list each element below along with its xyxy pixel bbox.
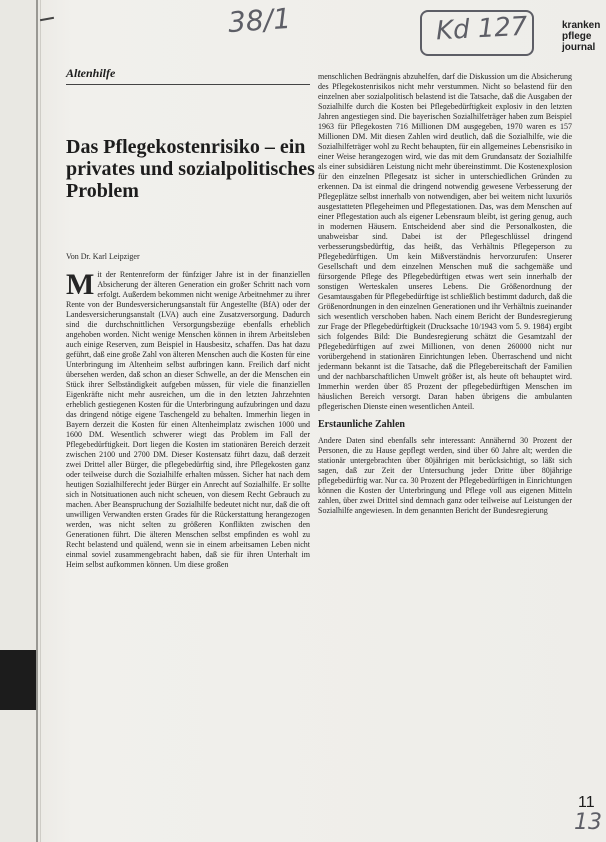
article-title: Das Pflegekostenrisiko – ein privates und sozialpolitisches Problem	[66, 136, 315, 202]
section-rubric: Altenhilfe	[66, 66, 116, 80]
page-number: 11	[578, 794, 595, 811]
drop-cap: M	[66, 268, 95, 301]
previous-page-gutter	[0, 0, 41, 842]
article-paragraph-left	[66, 270, 310, 570]
rubric-divider	[66, 84, 310, 85]
handwritten-note-top: 38/1	[226, 1, 292, 40]
handwritten-note-box: Kd 127	[435, 11, 529, 47]
journal-logo	[562, 20, 606, 53]
binding-shadow-line	[36, 0, 38, 842]
handwritten-note-bottom: 13	[574, 810, 602, 835]
right-column-text-1: menschlichen Bedrängnis abzuhelfen, darf die Diskussion um die Absicherung des Pflegekostenrisikos nicht mehr verstummen. Nicht so belastend für den einzelnen aber sozialpolitisch belastend ist die Tatsache, daß die Ausgaben der Sozialhilfe durch die Kosten bei Pflegebedürftigkeit explosiv in den letzten Jahren angestiegen sind. Die bayerischen Sozialhilfeträger haben zum Beispiel 1963 für Pflegekosten 716 Millionen DM ausgegeben, 1970 waren es 157 Millionen DM. Mit diesen Zahlen wird deutlich, daß die Sozialhilfe, wie die Sozialhilfeträger wohl zu Recht behaupten, für ein allgemeines Lebensrisiko in einer Weise herangezogen wird, wie das mit dem Grundansatz der Sozialhilfe als einer subsidiären Leistung nicht mehr übereinstimmt. Die Kostenexplosion für den einzelnen Pflegesatz ist sicher in unterschiedlichen Gründen zu erkennen. Da ist einmal die dringend notwendig gewesene Verbesserung der Pflegeplätze selbst innerhalb von notwendigen, aber bei weitem nicht luxuriös ausgestatteten Pflegeheimen und Pflegestationen. Das, was dem Menschen auf einer Pflegestation auch als eigener Lebensraum bleibt, ist gering genug, auch in modernen Häusern. Entscheidend aber sind die Personalkosten, die unabweisbar sind. Dabei ist der Pflegeschlüssel dringend verbesserungsbedürftig, das heißt, das Verhältnis Pflegeperson zu Pflegebedürftigen. Um kein Mißverständnis hervorzurufen: Unserer Gesellschaft und dem einzelnen Menschen muß die sachgemäße und fürsorgende Pflege des Pflegebedürftigen etwas wert sein innerhalb der sonstigen Werteskalen unseres Lebens. Die Größenordnung der Gesamtausgaben für Pflegebedürftige ist schließlich bestimmt dadurch, daß die Größenordnungen in den einzelnen Generationen und ihr Verhältnis zueinander sich wesentlich verschoben haben. Nach einem Bericht der Bundesregierung zur Frage der Pflegebedürftigkeit (Drucksache 10/1943 vom 5. 9. 1984) ergibt sich folgendes Bild: Die Bundesregierung schätzt die Gesamtzahl der Pflegebedürftigen auf zwei Millionen, von denen 260000 nicht nur vorübergehend in stationären Einrichtungen leben. Überraschend und nicht jedermann bekannt ist die Tatsache, daß die Pflegebereitschaft der Familien und der nachbarschaftlichen Umwelt größer ist, als heute oft behauptet wird. Immerhin werden über 85 Prozent der pflegebedürftigen Menschen im häuslichen Bereich versorgt. Daran haben übrigens die ambulanten pflegerischen Dienste einen wesentlichen Anteil.	[318, 72, 572, 411]
logo-line-1: kranken	[562, 20, 601, 31]
corner-mark	[40, 17, 54, 21]
right-column-text-2: Andere Daten sind ebenfalls sehr interessant: Annähernd 30 Prozent der Personen, die zu Hause gepflegt werden, sind über 60 Jahre alt; werden die stationär untergebrachten über 80jährigen mit berücksichtigt, so läßt sich sagen, daß zur Zeit der Untersuchung jeder Dritte über 80jährige pflegebedürftig war. Nur ca. 30 Prozent der Pflegebedürftigen in Einrichtungen können die Kosten der Unterbringung und Pflege voll aus eigenen Mitteln zahlen, über zwei Drittel sind demnach ganz oder teilweise auf Leistungen der Sozialhilfe angewiesen. In dem genannten Bericht der Bundesregierung	[318, 436, 572, 515]
logo-line-2: pflege	[562, 31, 592, 42]
article-left-column	[66, 270, 310, 570]
article-subheading: Erstaunliche Zahlen	[318, 419, 405, 430]
logo-line-3: journal	[562, 42, 596, 53]
article-author: Von Dr. Karl Leipziger	[66, 252, 140, 261]
left-column-text: it der Rentenreform der fünfziger Jahre ist in der finanziellen Absicherung der älteren Generation ein großer Schritt nach vorn erfolgt. Außerdem bekommen nicht wenige Arbeitnehmer zu ihrer Rente von der Bundesversicherungsanstalt für Angestellte (BfA) oder der Landesversicherungsanstalt (LVA) auch eine Zusatzversorgung. Dadurch sind die durchschnittlichen Versorgungsbezüge ebenfalls erheblich angehoben worden. Nicht wenige Menschen können in ihrem Arbeitsleben auch einige Reserven, zum Beispiel in Hausbesitz, schaffen. Das hat dazu geführt, daß eine große Zahl von älteren Menschen auch die Kosten für eine Unterbringung im Altenheim selbst aufbringen kann. Freilich darf nicht übersehen werden, daß schon an dieser Schwelle, an der die Menschen ein Stück ihrer Selbständigkeit aufgeben müssen, für viele die finanziellen Eigenkräfte nicht mehr ausreichen, um die in den letzten Jahrzehnten erheblich gestiegenen Kosten für die Unterbringung aufzubringen und dazu das dringend nötige eigene Taschengeld zu behalten. Immerhin liegen in Bayern derzeit die Kosten für einen Altenheimplatz zwischen 1000 und 1600 DM. Wesentlich schwerer wiegt das Problem im Fall der Pflegebedürftigkeit. Dort liegen die Kosten im stationären Bereich derzeit zwischen 2100 und 2700 DM. Dieser Kostensatz führt dazu, daß derzeit zwei Drittel aller Bürger, die pflegebedürftig sind, ihre Pflegekosten ganz oder teilweise durch die Sozialhilfe erhalten müssen. Sicher hat nach dem heutigen Sozialhilferecht jeder Bürger ein Anrecht auf Sozialhilfe. Er sollte sich in Notsituationen auch nicht scheuen, von diesem Recht Gebrauch zu machen. Aber Beanspruchung der Sozialhilfe bedeutet nicht nur, daß die oft unwilligen Verwandten ersten Grades für die Rückerstattung herangezogen werden, was nicht selten zu größeren Konflikten zwischen den Generationen führt. Die älteren Menschen selbst empfinden es wohl zu Recht belastend und quälend, wenn sie in einem arbeitsamen Leben nicht einmal soviel zusammengebracht haben, daß sie für ihren Unterhalt im Heim selbst aufkommen können. Um diese großen	[66, 270, 310, 569]
article-right-column	[318, 72, 572, 516]
gutter-dark-block	[0, 650, 36, 710]
